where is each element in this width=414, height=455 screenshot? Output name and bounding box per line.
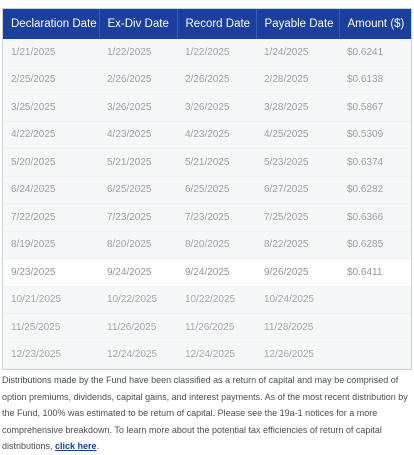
table-row [3,259,411,287]
record-date-cell: 3/26/2025 [177,94,256,122]
record-date-cell: 2/26/2025 [177,66,256,94]
amount-cell [339,314,411,342]
record-date-cell: 4/23/2025 [177,121,256,149]
declaration-date-cell: 4/22/2025 [3,121,99,149]
record-date-cell: 10/22/2025 [177,286,256,314]
amount-cell: $0.6138 [339,66,411,94]
ex-div-date-cell: 6/25/2025 [99,176,177,204]
declaration-date-cell: 7/22/2025 [3,204,99,232]
amount-cell: $0.5867 [339,94,411,122]
header-ex-div-date: Ex-Div Date [99,9,177,39]
payable-date-cell: 4/25/2025 [256,121,339,149]
declaration-date-cell: 2/25/2025 [3,66,99,94]
payable-date-cell: 2/28/2025 [256,66,339,94]
payable-date-cell: 5/23/2025 [256,149,339,177]
declaration-date-cell: 5/20/2025 [3,149,99,177]
table-row [3,204,411,232]
distribution-footnote [2,372,410,455]
amount-cell: $0.5309 [339,121,411,149]
payable-date-cell: 10/24/2025 [256,286,339,314]
amount-cell: $0.6241 [339,39,411,66]
amount-cell: $0.6282 [339,176,411,204]
payable-date-cell: 12/26/2025 [256,341,339,369]
table-row [3,66,411,94]
record-date-cell: 9/24/2025 [177,259,256,287]
header-declaration-date: Declaration Date [3,9,99,39]
ex-div-date-cell: 4/23/2025 [99,121,177,149]
amount-cell: $0.6366 [339,204,411,232]
header-amount: Amount ($) [347,18,405,30]
record-date-cell: 12/24/2025 [177,341,256,369]
table-row [3,149,411,177]
record-date-cell: 1/22/2025 [177,39,256,66]
declaration-date-cell: 11/25/2025 [3,314,99,342]
ex-div-date-cell: 9/24/2025 [99,259,177,287]
table-header-row [3,9,411,39]
declaration-date-cell: 3/25/2025 [3,94,99,122]
ex-div-date-cell: 1/22/2025 [99,39,177,66]
record-date-cell: 6/25/2025 [177,176,256,204]
ex-div-date-cell: 8/20/2025 [99,231,177,259]
table-row [3,39,411,66]
declaration-date-cell: 9/23/2025 [3,259,99,287]
amount-cell: $0.6285 [339,231,411,259]
footnote-text: Distributions made by the Fund have been classified as a return of capital and may be comprised of option premiums, dividends, capital gains, and interest payments. As of the most recent distribution by the Fund, 100% was estimated to be return of capital. Please see the 19a-1 notices for a more comprehensive breakdown. To learn more about the potential tax efficiencies of return of capital distributions, [2,375,408,451]
table-row [3,94,411,122]
declaration-date-cell: 10/21/2025 [3,286,99,314]
payable-date-cell: 6/27/2025 [256,176,339,204]
ex-div-date-cell: 10/22/2025 [99,286,177,314]
payable-date-cell: 11/28/2025 [256,314,339,342]
ex-div-date-cell: 5/21/2025 [99,149,177,177]
payable-date-cell: 7/25/2025 [256,204,339,232]
declaration-date-cell: 6/24/2025 [3,176,99,204]
record-date-cell: 7/23/2025 [177,204,256,232]
record-date-cell: 11/26/2025 [177,314,256,342]
payable-date-cell: 1/24/2025 [256,39,339,66]
table-row [3,314,411,342]
amount-cell [339,286,411,314]
amount-cell: $0.6374 [339,149,411,177]
amount-cell: $0.6411 [339,259,411,287]
record-date-cell: 8/20/2025 [177,231,256,259]
header-payable-date: Payable Date [256,9,339,39]
distribution-table [3,9,411,369]
payable-date-cell: 8/22/2025 [256,231,339,259]
table-row [3,231,411,259]
payable-date-cell: 3/28/2025 [256,94,339,122]
footnote-end: . [96,441,100,451]
ex-div-date-cell: 2/26/2025 [99,66,177,94]
table-row [3,176,411,204]
click-here-link[interactable]: click here [55,441,97,451]
table-body [3,39,411,369]
ex-div-date-cell: 11/26/2025 [99,314,177,342]
ex-div-date-cell: 7/23/2025 [99,204,177,232]
ex-div-date-cell: 12/24/2025 [99,341,177,369]
amount-cell [339,341,411,369]
table-row [3,341,411,369]
declaration-date-cell: 1/21/2025 [3,39,99,66]
record-date-cell: 5/21/2025 [177,149,256,177]
payable-date-cell: 9/26/2025 [256,259,339,287]
declaration-date-cell: 8/19/2025 [3,231,99,259]
declaration-date-cell: 12/23/2025 [3,341,99,369]
header-record-date: Record Date [177,9,256,39]
ex-div-date-cell: 3/26/2025 [99,94,177,122]
table-row [3,286,411,314]
distribution-table-container [2,8,412,370]
table-row [3,121,411,149]
